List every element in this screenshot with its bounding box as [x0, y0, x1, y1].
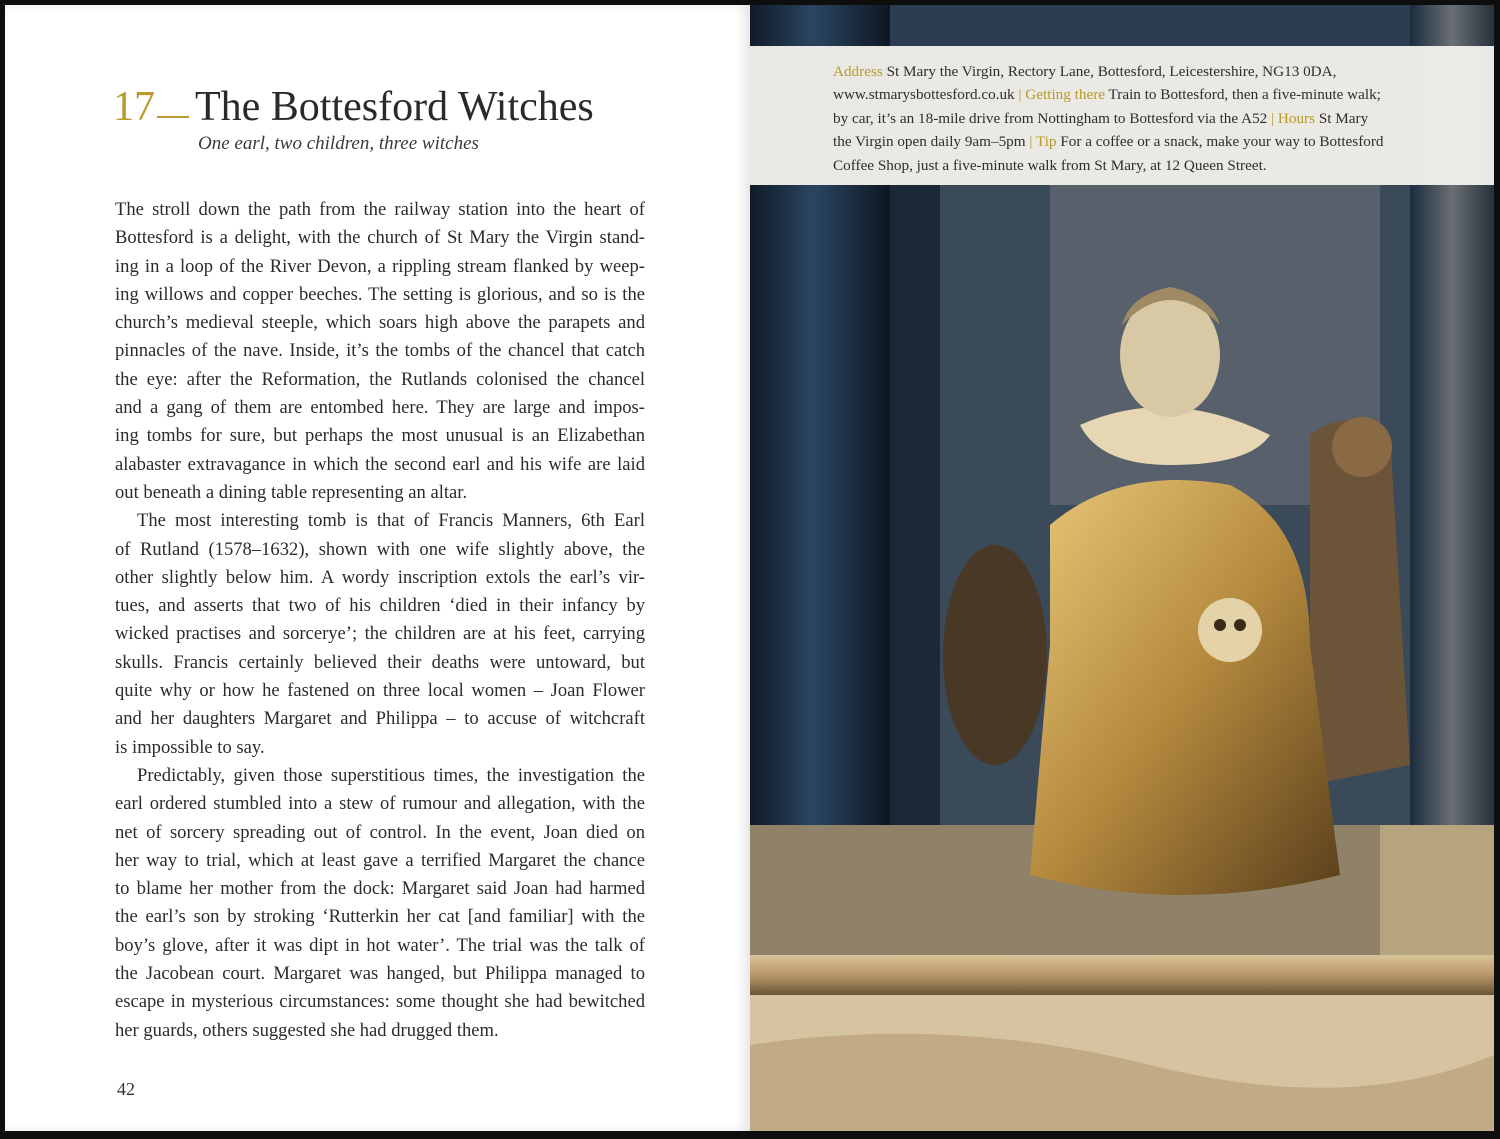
- info-line: [833, 83, 1474, 106]
- body-line: is impossible to say.: [115, 736, 265, 758]
- body-line: ing tombs for sure, but perhaps the most unusual is an Elizabethan: [115, 425, 645, 447]
- separator: |: [1029, 133, 1033, 151]
- body-line: The stroll down the path from the railway station into the heart of: [115, 199, 645, 220]
- body-line: other slightly below him. A wordy inscription extols the earl’s vir-: [115, 566, 645, 588]
- tip-label: Tip: [1035, 133, 1057, 151]
- info-line: [833, 130, 1474, 153]
- body-line: earl ordered stumbled into a stew of rumour and allegation, with the: [115, 793, 645, 815]
- tip-text-2: Coffee Shop, just a five-minute walk from St Mary, at 12 Queen Street.: [833, 156, 1267, 174]
- separator: |: [1271, 109, 1275, 127]
- body-line: the eye: after the Reformation, the Rutlands colonised the chancel: [115, 368, 645, 390]
- left-page: [5, 5, 750, 1131]
- separator: |: [1018, 86, 1022, 104]
- body-line: church’s medieval steeple, which soars high above the parapets and: [115, 312, 645, 334]
- entry-title: The Bottesford Witches: [195, 84, 594, 130]
- body-line: net of sorcery spreading out of control. In the event, Joan died on: [115, 821, 645, 843]
- body-line: and her daughters Margaret and Philippa – to accuse of witchcraft: [115, 708, 645, 730]
- hours-label: Hours: [1277, 109, 1316, 127]
- body-line: tues, and asserts that two of his children ‘died in their infancy by: [115, 595, 645, 617]
- right-page: [750, 5, 1494, 1131]
- body-line: Predictably, given those superstitious times, the investigation the: [137, 764, 645, 786]
- page-number: 42: [117, 1079, 135, 1099]
- hours-text-2: the Virgin open daily 9am–5pm: [833, 133, 1026, 151]
- body-line: of Rutland (1578–1632), shown with one wife slightly above, the: [115, 538, 645, 560]
- hours-text: St Mary: [1318, 109, 1369, 127]
- body-line: The most interesting tomb is that of Francis Manners, 6th Earl: [137, 510, 645, 532]
- body-line: Bottesford is a delight, with the church of St Mary the Virgin stand-: [115, 227, 645, 249]
- body-line: wicked practises and sorcerye’; the children are at his feet, carrying: [115, 623, 645, 645]
- body-line: pinnacles of the nave. Inside, it’s the tombs of the chancel that catch: [115, 340, 645, 362]
- body-line: boy’s glove, after it was dipt in hot water’. The trial was the talk of: [115, 934, 645, 956]
- body-line: alabaster extravagance in which the second earl and his wife are laid: [115, 453, 645, 475]
- getting-there-text-2: by car, it’s an 18-mile drive from Nottingham to Bottesford via the A52: [833, 109, 1268, 127]
- info-line: [833, 107, 1474, 130]
- body-line: her way to trial, which at least gave a terrified Margaret the chance: [115, 849, 645, 871]
- body-line: quite why or how he fastened on three local women – Joan Flower: [115, 680, 645, 702]
- info-line: [833, 154, 1474, 177]
- body-line: her guards, others suggested she had drugged them.: [115, 1019, 499, 1041]
- body-line: and a gang of them are entombed here. They are large and impos-: [115, 397, 645, 419]
- getting-there-label: Getting there: [1025, 86, 1106, 104]
- body-line: the earl’s son by stroking ‘Rutterkin her cat [and familiar] with the: [115, 906, 645, 928]
- body-line: ing in a loop of the River Devon, a rippling stream flanked by weep-: [115, 255, 645, 277]
- body-line: the Jacobean court. Margaret was hanged, but Philippa managed to: [115, 963, 645, 985]
- getting-there-text: Train to Bottesford, then a five-minute walk;: [1108, 86, 1381, 104]
- entry-subtitle: One earl, two children, three witches: [198, 133, 479, 154]
- body-text: [115, 196, 645, 1045]
- body-line: skulls. Francis certainly believed their deaths were untoward, but: [115, 651, 645, 673]
- body-line: escape in mysterious circumstances: some thought she had bewitched: [115, 991, 645, 1013]
- body-line: ing willows and copper beeches. The setting is glorious, and so is the: [115, 283, 645, 305]
- body-line: out beneath a dining table representing an altar.: [115, 481, 468, 503]
- info-line: [833, 60, 1474, 83]
- tip-text: For a coffee or a snack, make your way to Bottesford: [1060, 133, 1384, 151]
- visitor-info-box: [750, 46, 1494, 185]
- entry-number: 17: [113, 83, 191, 131]
- website-link[interactable]: www.stmarysbottesford.co.uk: [833, 86, 1015, 104]
- address-text: St Mary the Virgin, Rectory Lane, Bottesford, Leicestershire, NG13 0DA,: [886, 63, 1337, 80]
- address-label: Address: [833, 63, 883, 80]
- body-line: to blame her mother from the dock: Margaret said Joan had harmed: [115, 878, 645, 900]
